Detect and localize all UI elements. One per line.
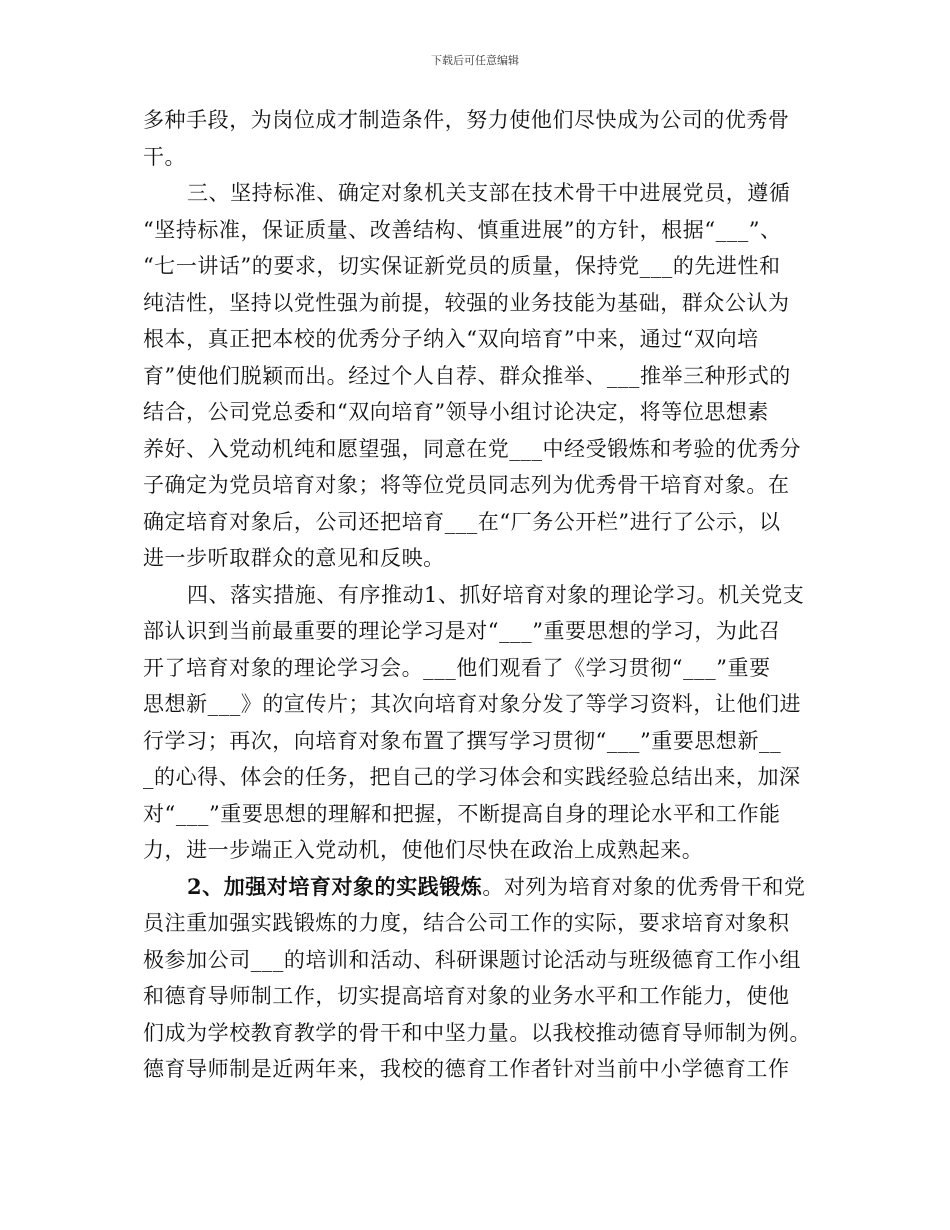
paragraph-start-line xyxy=(143,869,815,906)
text-line: 极参加公司___的培训和活动、科研课题讨论活动与班级德育工作小组 xyxy=(143,947,802,972)
text-line: 进一步听取群众的意见和反映。 xyxy=(143,546,445,570)
document-body xyxy=(143,102,815,1088)
text-line: 养好、入党动机纯和愿望强，同意在党___中经受锻炼和考验的优秀分 xyxy=(143,436,802,461)
paragraph-start-line: 三、坚持标准、确定对象机关支部在技术骨干中进展党员，遵循 xyxy=(187,181,791,205)
text-line: 开了培育对象的理论学习会。___他们观看了《学习贯彻“___”重要 xyxy=(143,655,771,680)
text-line: “七一讲话”的要求，切实保证新党员的质量，保持党___的先进性和 xyxy=(143,254,781,278)
text-line: 行学习；再次，向培育对象布置了撰写学习贯彻“___”重要思想新__ xyxy=(143,728,782,753)
text-line: “坚持标准，保证质量、改善结构、慎重进展”的方针，根据“___”、 xyxy=(143,217,782,242)
text-line: 部认识到当前最重要的理论学习是对“___”重要思想的学习，为此召 xyxy=(143,619,781,643)
text-line: 和德育导师制工作，切实提高培育对象的业务水平和工作能力，使他 xyxy=(143,984,790,1008)
text-line: 根本，真正把本校的优秀分子纳入“双向培育”中来，通过“双向培 xyxy=(143,327,759,351)
text-line: 对“___”重要思想的理解和把握，不断提高自身的理论水平和工作能 xyxy=(143,801,781,826)
text-line: 德育导师制是近两年来，我校的德育工作者针对当前中小学德育工作 xyxy=(143,1057,790,1081)
paragraph-start-line: 四、落实措施、有序推动1、抓好培育对象的理论学习。机关党支 xyxy=(187,582,805,607)
text-line: 子确定为党员培育对象；将等位党员同志列为优秀骨干培育对象。在 xyxy=(143,473,790,497)
text-line: 力，进一步端正入党动机，使他们尽快在政治上成熟起来。 xyxy=(143,838,704,862)
text-line: 干。 xyxy=(143,144,187,169)
text-line: 结合，公司党总委和“双向培育”领导小组讨论决定，将等位思想素 xyxy=(143,400,769,424)
text-line: 确定培育对象后，公司还把培育___在“厂务公开栏”进行了公示，以 xyxy=(143,509,781,534)
text-line: _的心得、体会的任务，把自己的学习体会和实践经验总结出来，加深 xyxy=(143,765,801,789)
text-line: 多种手段，为岗位成才制造条件，努力使他们尽快成为公司的优秀骨 xyxy=(143,108,790,132)
bold-heading: 2、加强对培育对象的实践锻炼 xyxy=(187,873,483,899)
text-line: 育”使他们脱颖而出。经过个人自荐、群众推举、___推举三种形式的 xyxy=(143,363,791,388)
text-span: 。对列为培育对象的优秀骨干和党 xyxy=(482,874,806,899)
text-line: 纯洁性，坚持以党性强为前提，较强的业务技能为基础，群众公认为 xyxy=(143,290,790,315)
page-header: 下载后可任意编辑 xyxy=(431,54,519,67)
text-line: 思想新___》的宣传片；其次向培育对象分发了等学习资料，让他们进 xyxy=(143,692,802,716)
text-line: 们成为学校教育教学的骨干和中坚力量。以我校推动德育导师制为例。 xyxy=(143,1020,812,1045)
text-line: 员注重加强实践锻炼的力度，结合公司工作的实际，要求培育对象积 xyxy=(143,911,790,935)
